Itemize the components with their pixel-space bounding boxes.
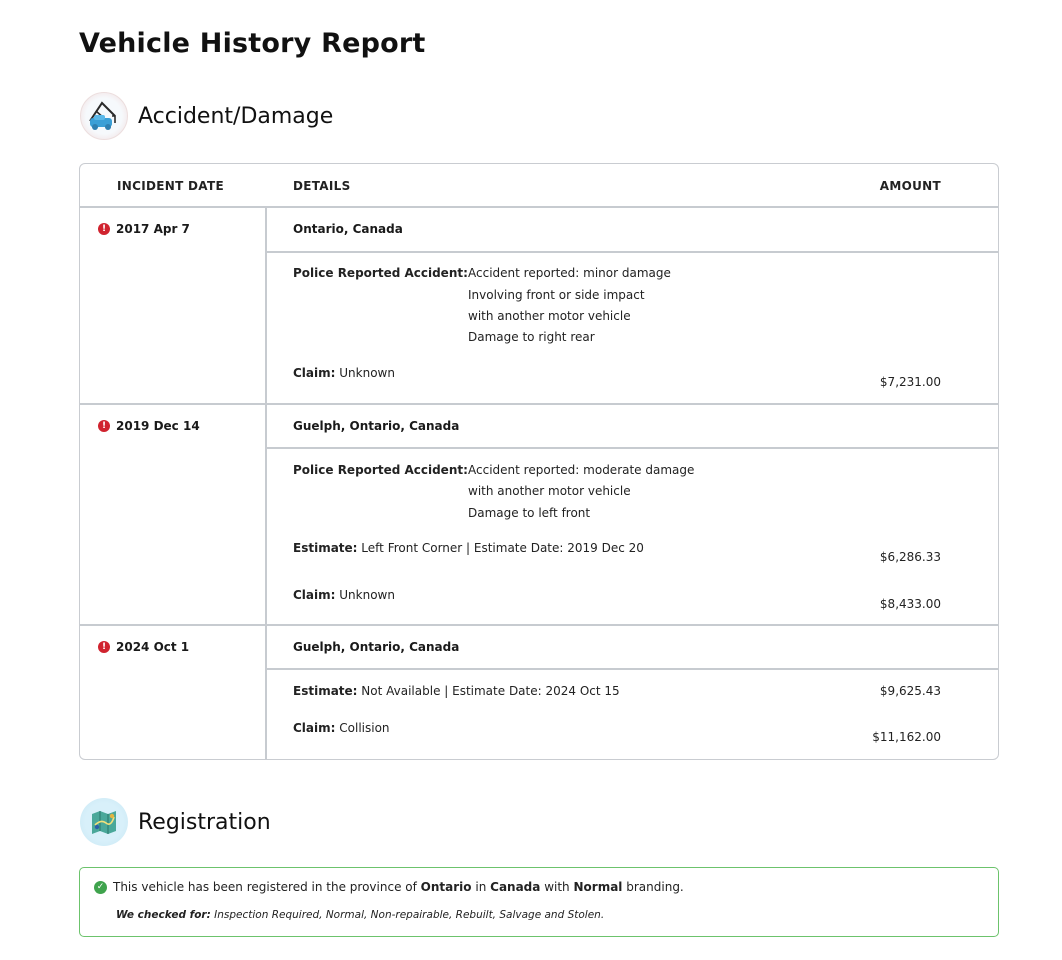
estimate-amount: $6,286.33	[879, 550, 941, 564]
police-report-line: Damage to left front	[468, 506, 591, 520]
claim-value: Unknown	[339, 588, 395, 602]
claim-value: Unknown	[339, 366, 395, 380]
claim-entry	[293, 721, 390, 735]
registration-section-title: Registration	[138, 809, 271, 835]
alert-icon: !	[98, 223, 110, 235]
claim-label: Claim:	[293, 366, 336, 380]
registration-text: with	[544, 880, 570, 894]
column-header-date: INCIDENT DATE	[117, 179, 224, 193]
estimate-value: Left Front Corner | Estimate Date: 2019 Dec 20	[361, 541, 644, 555]
claim-entry	[293, 366, 395, 380]
registration-status-box	[79, 867, 999, 937]
registration-branding: Normal	[573, 880, 623, 894]
incident-date-text: 2024 Oct 1	[116, 640, 190, 654]
tow-truck-icon	[80, 92, 128, 140]
registration-text: branding.	[626, 880, 684, 894]
row-divider	[266, 447, 998, 449]
incident-divider	[80, 624, 998, 626]
checked-for-list: Inspection Required, Normal, Non-repairable, Rebuilt, Salvage and Stolen.	[214, 909, 605, 921]
claim-amount: $8,433.00	[879, 597, 941, 611]
registration-text: This vehicle has been registered in the province of	[113, 880, 417, 894]
accident-section-header	[80, 92, 333, 140]
incident-divider	[80, 403, 998, 405]
registration-country: Canada	[490, 880, 541, 894]
checked-for-label: We checked for:	[116, 909, 211, 921]
estimate-amount: $9,625.43	[879, 684, 941, 698]
police-report-line: Accident reported: moderate damage	[468, 463, 695, 477]
estimate-label: Estimate:	[293, 541, 358, 555]
accident-section-title: Accident/Damage	[138, 103, 334, 129]
incident-location: Ontario, Canada	[293, 222, 403, 236]
incident-date	[98, 222, 190, 236]
claim-amount: $7,231.00	[879, 375, 941, 389]
police-report-line: Damage to right rear	[468, 330, 595, 344]
claim-entry	[293, 588, 395, 602]
map-icon	[80, 798, 128, 846]
column-header-details: DETAILS	[293, 179, 351, 193]
estimate-value: Not Available | Estimate Date: 2024 Oct 15	[361, 684, 620, 698]
claim-label: Claim:	[293, 721, 336, 735]
police-report-line: with another motor vehicle	[468, 309, 631, 323]
police-report-label: Police Reported Accident:	[293, 463, 468, 477]
header-divider	[80, 206, 998, 208]
column-header-amount: AMOUNT	[879, 179, 941, 193]
registration-text: in	[475, 880, 487, 894]
incident-date	[98, 419, 200, 433]
registration-summary	[94, 880, 684, 894]
check-circle-icon: ✓	[94, 881, 107, 894]
claim-label: Claim:	[293, 588, 336, 602]
page-title: Vehicle History Report	[79, 28, 426, 59]
incident-location: Guelph, Ontario, Canada	[293, 419, 460, 433]
claim-amount: $11,162.00	[872, 730, 941, 744]
column-divider	[265, 208, 267, 759]
row-divider	[266, 251, 998, 253]
registration-province: Ontario	[420, 880, 472, 894]
estimate-entry	[293, 684, 620, 698]
police-report-line: with another motor vehicle	[468, 484, 631, 498]
claim-value: Collision	[339, 721, 390, 735]
incident-location: Guelph, Ontario, Canada	[293, 640, 460, 654]
alert-icon: !	[98, 420, 110, 432]
incident-date-text: 2019 Dec 14	[116, 419, 200, 433]
row-divider	[266, 668, 998, 670]
alert-icon: !	[98, 641, 110, 653]
estimate-label: Estimate:	[293, 684, 358, 698]
incident-date	[98, 640, 189, 654]
police-report-line: Involving front or side impact	[468, 288, 645, 302]
incident-date-text: 2017 Apr 7	[116, 222, 190, 236]
police-report-line: Accident reported: minor damage	[468, 266, 671, 280]
registration-section-header	[80, 798, 271, 846]
estimate-entry	[293, 541, 644, 555]
checked-for-note	[116, 909, 604, 921]
police-report-label: Police Reported Accident:	[293, 266, 468, 280]
accident-table	[79, 163, 999, 760]
